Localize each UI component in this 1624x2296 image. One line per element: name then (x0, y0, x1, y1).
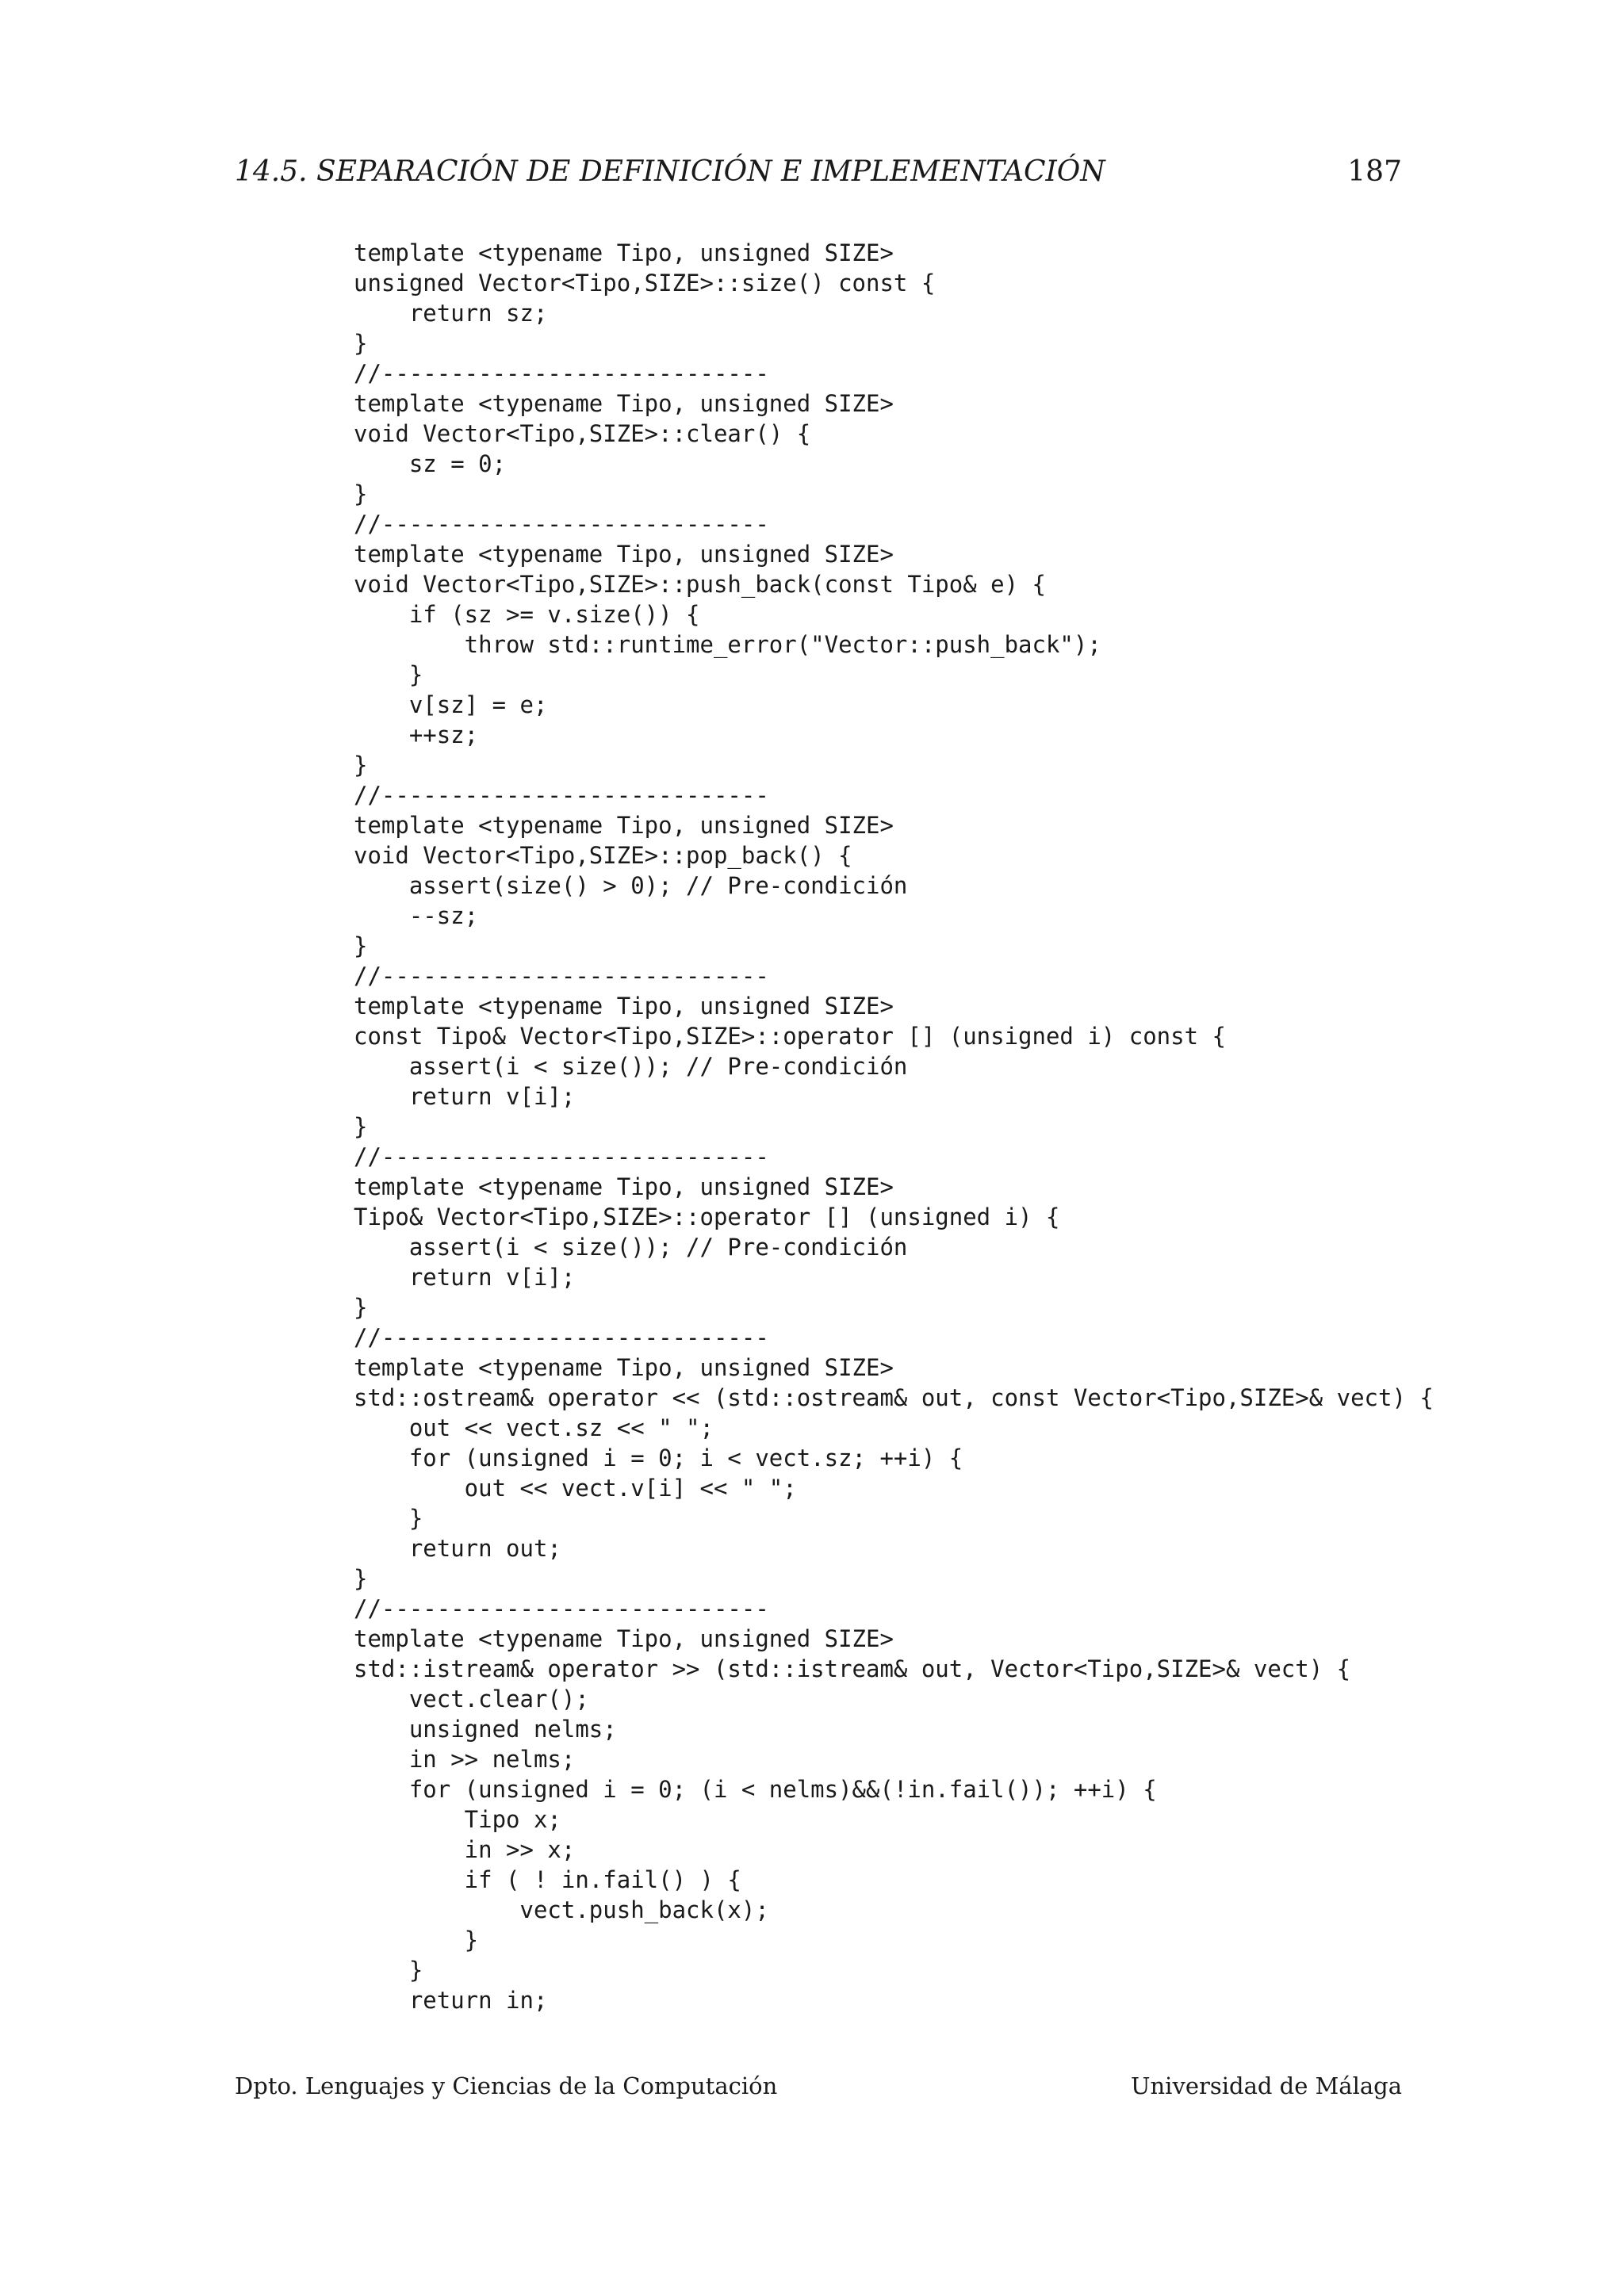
page-header (235, 155, 1402, 200)
code-line: assert(i < size()); // Pre-condición (354, 1053, 908, 1080)
code-line: vect.push_back(x); (354, 1896, 769, 1923)
code-line: ++sz; (354, 721, 479, 748)
code-line: in >> x; (354, 1836, 576, 1863)
code-line: } (354, 1565, 368, 1592)
code-line: //---------------------------- (354, 1595, 769, 1622)
code-line: } (354, 480, 368, 507)
code-line: return sz; (354, 300, 548, 327)
code-line: } (354, 661, 423, 688)
code-line: assert(i < size()); // Pre-condición (354, 1234, 908, 1261)
code-line: for (unsigned i = 0; i < vect.sz; ++i) { (354, 1445, 963, 1471)
code-line: template <typename Tipo, unsigned SIZE> (354, 1354, 894, 1381)
footer-university: Universidad de Málaga (1131, 2072, 1402, 2099)
code-line: out << vect.sz << " "; (354, 1414, 714, 1441)
code-line: unsigned nelms; (354, 1716, 617, 1743)
code-line: template <typename Tipo, unsigned SIZE> (354, 390, 894, 417)
code-line: //---------------------------- (354, 511, 769, 538)
code-line: } (354, 1957, 423, 1984)
code-line: return v[i]; (354, 1264, 576, 1291)
code-line: std::ostream& operator << (std::ostream& out, const Vector<Tipo,SIZE>& vect) { (354, 1384, 1434, 1411)
code-line: return in; (354, 1987, 548, 2014)
code-line: std::istream& operator >> (std::istream& out, Vector<Tipo,SIZE>& vect) { (354, 1655, 1351, 1682)
code-line: void Vector<Tipo,SIZE>::push_back(const Tipo& e) { (354, 571, 1046, 598)
code-line: return v[i]; (354, 1083, 576, 1110)
code-line: if (sz >= v.size()) { (354, 601, 700, 628)
code-line: for (unsigned i = 0; (i < nelms)&&(!in.fail()); ++i) { (354, 1776, 1157, 1803)
code-line: template <typename Tipo, unsigned SIZE> (354, 1625, 894, 1652)
code-line: //---------------------------- (354, 1324, 769, 1351)
code-line: template <typename Tipo, unsigned SIZE> (354, 1173, 894, 1200)
code-line: out << vect.v[i] << " "; (354, 1475, 797, 1502)
footer-department: Dpto. Lenguajes y Ciencias de la Computación (235, 2072, 778, 2099)
code-line: template <typename Tipo, unsigned SIZE> (354, 239, 894, 266)
code-line: template <typename Tipo, unsigned SIZE> (354, 993, 894, 1020)
code-line: unsigned Vector<Tipo,SIZE>::size() const { (354, 270, 936, 297)
code-line: Tipo x; (354, 1806, 561, 1833)
code-line: v[sz] = e; (354, 691, 548, 718)
page-footer (235, 2072, 1402, 2112)
code-line: } (354, 932, 368, 959)
code-line: in >> nelms; (354, 1746, 576, 1773)
code-line: const Tipo& Vector<Tipo,SIZE>::operator [] (unsigned i) const { (354, 1023, 1226, 1050)
code-line: throw std::runtime_error("Vector::push_back"); (354, 631, 1101, 658)
running-header-title: 14.5. SEPARACIÓN DE DEFINICIÓN E IMPLEMENTACIÓN (235, 155, 1105, 188)
code-line: //---------------------------- (354, 360, 769, 387)
code-line: void Vector<Tipo,SIZE>::clear() { (354, 420, 811, 447)
code-line: //---------------------------- (354, 782, 769, 809)
code-line: } (354, 1505, 423, 1532)
code-line: } (354, 1927, 479, 1954)
code-line: void Vector<Tipo,SIZE>::pop_back() { (354, 842, 852, 869)
code-line: vect.clear(); (354, 1686, 589, 1712)
code-line: template <typename Tipo, unsigned SIZE> (354, 541, 894, 568)
code-line: assert(size() > 0); // Pre-condición (354, 872, 908, 899)
code-line: //---------------------------- (354, 1143, 769, 1170)
code-line: template <typename Tipo, unsigned SIZE> (354, 812, 894, 839)
page-number: 187 (1347, 155, 1402, 188)
code-line: Tipo& Vector<Tipo,SIZE>::operator [] (unsigned i) { (354, 1203, 1060, 1230)
code-line: } (354, 1113, 368, 1140)
code-line: sz = 0; (354, 450, 507, 477)
code-line: } (354, 752, 368, 779)
code-line: --sz; (354, 902, 479, 929)
code-listing (354, 238, 1434, 2015)
code-line: return out; (354, 1535, 561, 1562)
code-line: //---------------------------- (354, 962, 769, 989)
code-line: } (354, 1294, 368, 1321)
code-line: } (354, 330, 368, 357)
code-line: if ( ! in.fail() ) { (354, 1866, 741, 1893)
